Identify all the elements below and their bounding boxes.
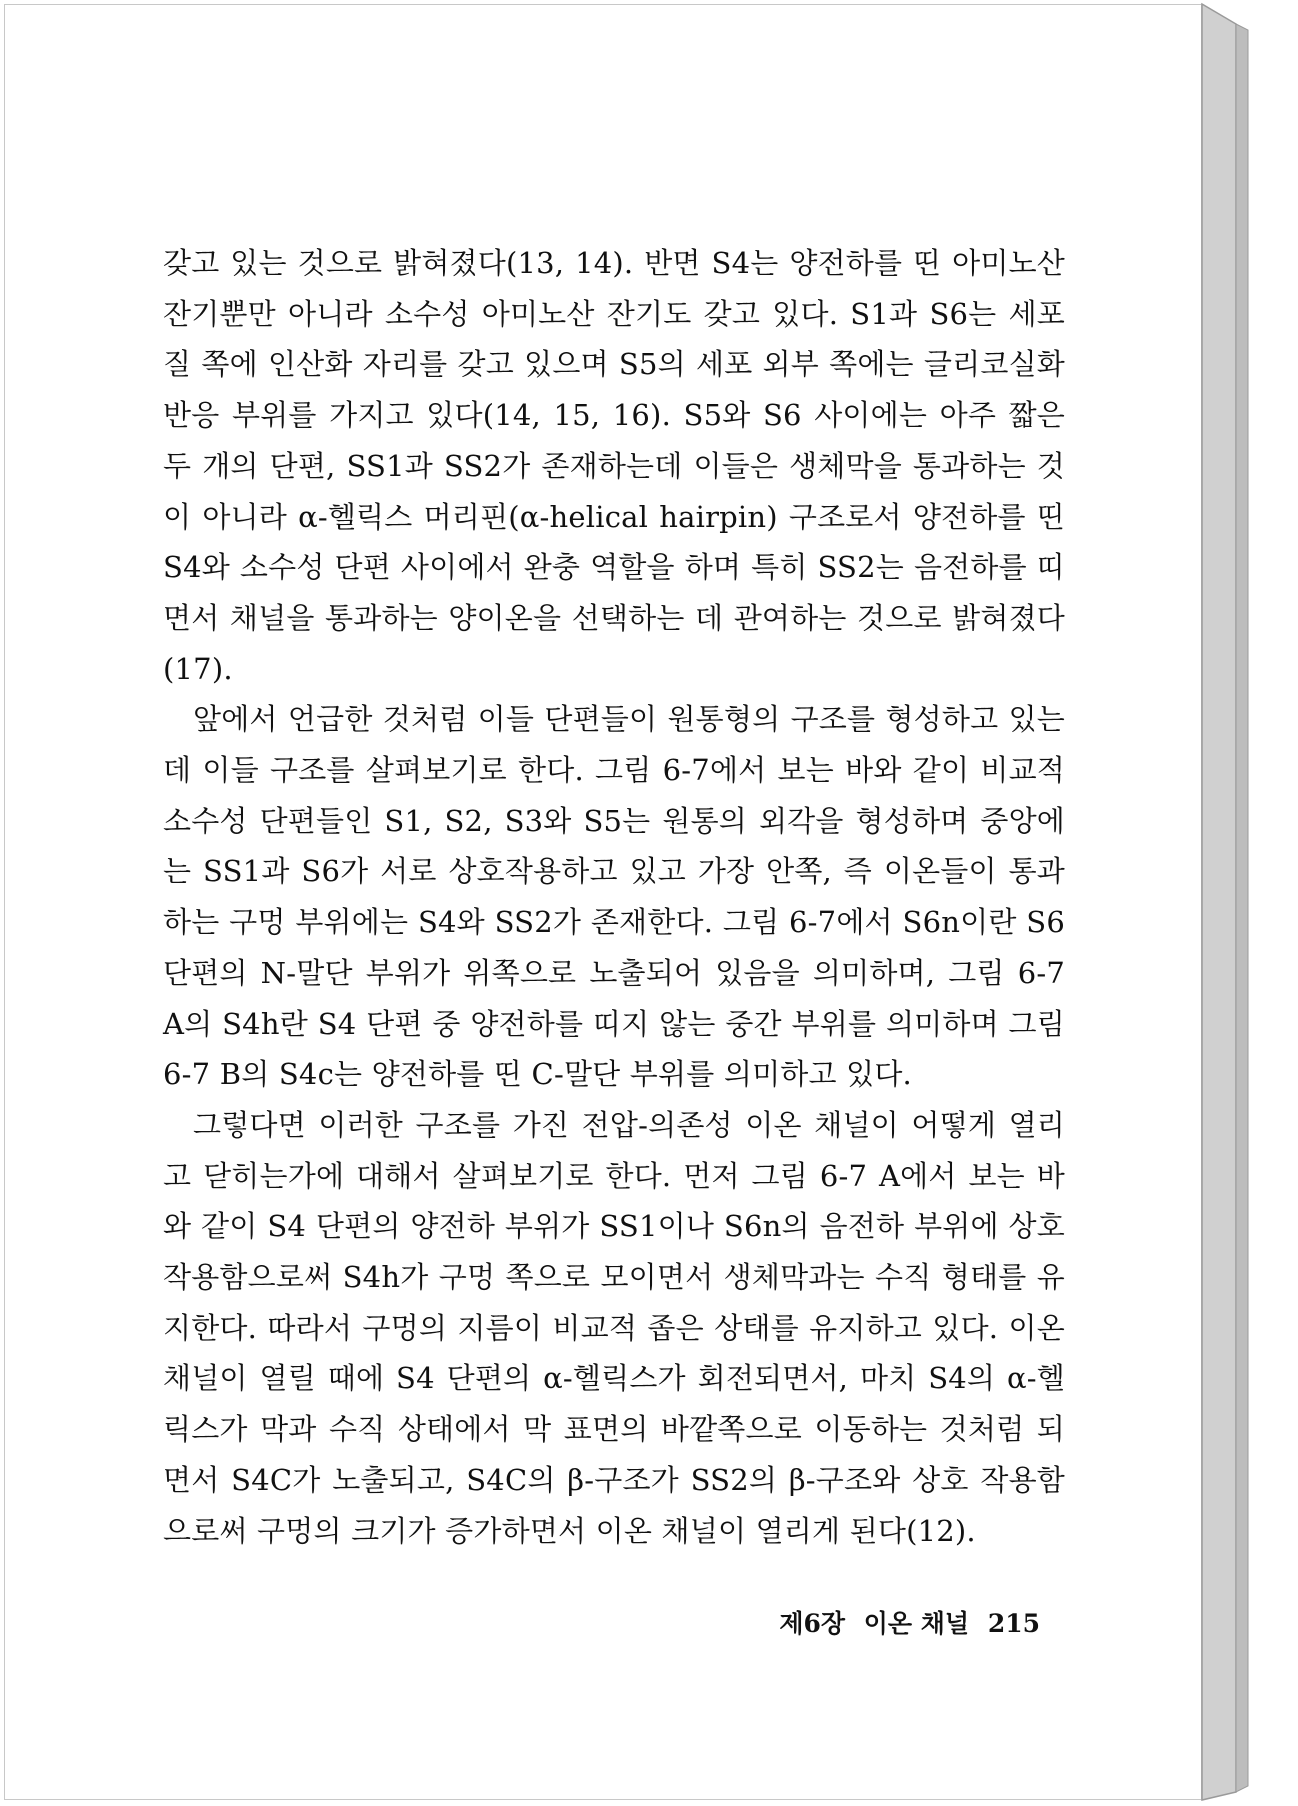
paragraph-2: 앞에서 언급한 것처럼 이들 단편들이 원통형의 구조를 형성하고 있는데 이들 구조를 살펴보기로 한다. 그림 6-7에서 보는 바와 같이 비교적 소수성 단편들인 S1, S2, S3와 S5는 원통의 외각을 형성하며 중앙에는 SS1과 S6가 서로 상호작용하고 있고 가장 안쪽, 즉 이온들이 통과하는 구멍 부위에는 S4와 SS2가 존재한다. 그림 6-7에서 S6n이란 S6 단편의 N-말단 부위가 위쪽으로 노출되어 있음을 의미하며, 그림 6-7 A의 S4h란 S4 단편 중 양전하를 띠지 않는 중간 부위를 의미하며 그림 6-7 B의 S4c는 양전하를 띤 C-말단 부위를 의미하고 있다. [163, 702, 1065, 1092]
page-number: 215 [987, 1609, 1040, 1638]
paragraph-3: 그렇다면 이러한 구조를 가진 전압-의존성 이온 채널이 어떻게 열리고 닫히는가에 대해서 살펴보기로 한다. 먼저 그림 6-7 A에서 보는 바와 같이 S4 단편의 양전하 부위가 SS1이나 S6n의 음전하 부위에 상호작용함으로써 S4h가 구멍 쪽으로 모이면서 생체막과는 수직 형태를 유지한다. 따라서 구멍의 지름이 비교적 좁은 상태를 유지하고 있다. 이온 채널이 열릴 때에 S4 단편의 α-헬릭스가 회전되면서, 마치 S4의 α-헬릭스가 막과 수직 상태에서 막 표면의 바깥쪽으로 이동하는 것처럼 되면서 S4C가 노출되고, S4C의 β-구조가 SS2의 β-구조와 상호 작용함으로써 구멍의 크기가 증가하면서 이온 채널이 열리게 된다(12). [163, 1107, 1065, 1548]
body-text [163, 238, 1065, 1556]
chapter-label: 제6장 [779, 1609, 846, 1638]
paragraph-1: 갖고 있는 것으로 밝혀졌다(13, 14). 반면 S4는 양전하를 띤 아미노산 잔기뿐만 아니라 소수성 아미노산 잔기도 갖고 있다. S1과 S6는 세포질 쪽에 인산화 자리를 갖고 있으며 S5의 세포 외부 쪽에는 글리코실화 반응 부위를 가지고 있다(14, 15, 16). S5와 S6 사이에는 아주 짧은 두 개의 단편, SS1과 SS2가 존재하는데 이들은 생체막을 통과하는 것이 아니라 α-헬릭스 머리핀(α-helical hairpin) 구조로서 양전하를 띤 S4와 소수성 단편 사이에서 완충 역할을 하며 특히 SS2는 음전하를 띠면서 채널을 통과하는 양이온을 선택하는 데 관여하는 것으로 밝혀졌다(17). [163, 246, 1065, 686]
chapter-title: 이온 채널 [863, 1609, 970, 1638]
book-edge-shape [1202, 0, 1292, 1806]
page-footer [760, 1604, 1040, 1640]
